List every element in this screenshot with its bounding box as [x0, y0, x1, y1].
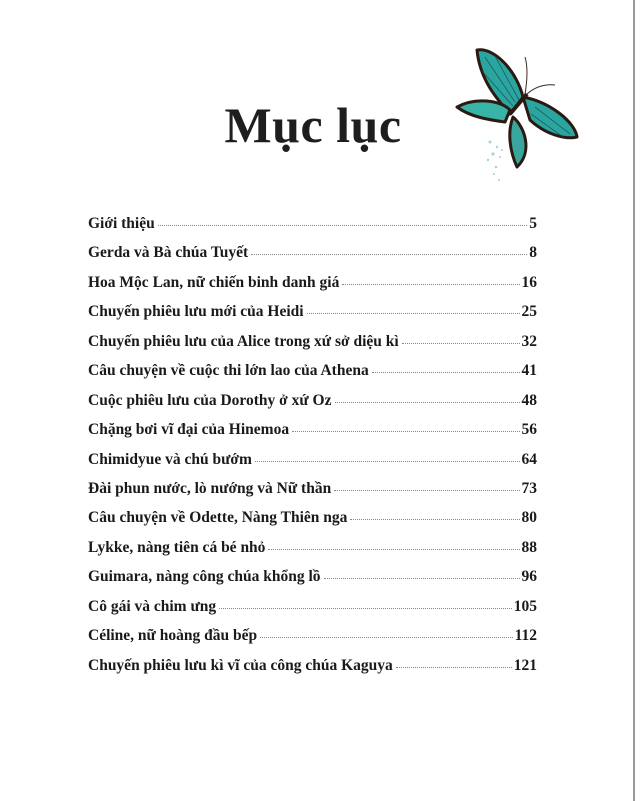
toc-entry[interactable]	[88, 421, 537, 450]
toc-entry[interactable]	[88, 274, 537, 303]
dot-leader	[268, 549, 519, 550]
toc-entry-title: Céline, nữ hoàng đầu bếp	[88, 627, 258, 645]
table-of-contents	[88, 215, 537, 686]
toc-entry-page: 105	[513, 597, 537, 615]
toc-entry-title: Hoa Mộc Lan, nữ chiến binh danh giá	[88, 273, 340, 291]
dot-leader	[255, 461, 520, 462]
toc-entry-title: Chặng bơi vĩ đại của Hinemoa	[88, 421, 290, 439]
toc-entry[interactable]	[88, 362, 537, 391]
toc-entry[interactable]	[88, 392, 537, 421]
toc-entry-page: 73	[521, 479, 537, 497]
dot-leader	[307, 313, 520, 314]
dot-leader	[251, 254, 527, 255]
toc-entry-title: Gerda và Bà chúa Tuyết	[88, 244, 249, 262]
toc-entry-title: Chuyến phiêu lưu của Alice trong xứ sở diệu kì	[88, 332, 399, 350]
dot-leader	[350, 519, 519, 520]
dot-leader	[219, 608, 512, 609]
toc-entry[interactable]	[88, 509, 537, 538]
toc-entry-page: 8	[529, 244, 537, 262]
toc-entry-title: Cuộc phiêu lưu của Dorothy ở xứ Oz	[88, 391, 332, 409]
toc-entry-page: 32	[521, 332, 537, 350]
toc-entry-title: Chuyến phiêu lưu mới của Heidi	[88, 303, 304, 321]
toc-entry[interactable]	[88, 333, 537, 362]
dot-leader	[260, 637, 513, 638]
toc-entry-page: 48	[521, 391, 537, 409]
toc-entry-page: 121	[513, 656, 537, 674]
dot-leader	[158, 225, 528, 226]
dot-leader	[324, 578, 520, 579]
toc-entry-title: Chimidyue và chú bướm	[88, 450, 252, 468]
toc-entry-page: 41	[521, 362, 537, 380]
dot-leader	[292, 431, 519, 432]
toc-entry-page: 25	[521, 303, 537, 321]
toc-entry[interactable]	[88, 568, 537, 597]
toc-entry[interactable]	[88, 303, 537, 332]
toc-entry[interactable]	[88, 451, 537, 480]
toc-entry-title: Giới thiệu	[88, 215, 155, 232]
toc-entry[interactable]	[88, 244, 537, 273]
dot-leader	[342, 284, 519, 285]
toc-entry-page: 5	[529, 215, 537, 232]
toc-entry-title: Câu chuyện về cuộc thi lớn lao của Athena	[88, 362, 369, 380]
dot-leader	[396, 667, 512, 668]
toc-entry-page: 80	[521, 509, 537, 527]
toc-entry-page: 112	[514, 627, 537, 645]
page-title: Mục lục	[224, 97, 402, 153]
dot-leader	[334, 490, 519, 491]
toc-entry-title: Lykke, nàng tiên cá bé nhỏ	[88, 538, 266, 556]
toc-entry-title: Chuyến phiêu lưu kì vĩ của công chúa Kaguya	[88, 656, 393, 674]
toc-entry-page: 88	[521, 538, 537, 556]
toc-entry-page: 96	[521, 568, 537, 586]
toc-entry[interactable]	[88, 215, 537, 244]
toc-entry[interactable]	[88, 539, 537, 568]
toc-entry-title: Câu chuyện về Odette, Nàng Thiên nga	[88, 509, 348, 527]
toc-entry[interactable]	[88, 657, 537, 686]
dot-leader	[372, 372, 520, 373]
toc-entry[interactable]	[88, 627, 537, 656]
toc-entry-page: 64	[521, 450, 537, 468]
toc-entry[interactable]	[88, 480, 537, 509]
page-edge	[633, 0, 635, 801]
toc-entry-title: Cô gái và chim ưng	[88, 597, 217, 615]
butterfly-illustration	[455, 42, 585, 187]
dot-leader	[402, 343, 520, 344]
toc-entry[interactable]	[88, 598, 537, 627]
toc-entry-title: Guimara, nàng công chúa khổng lồ	[88, 568, 321, 586]
toc-entry-page: 56	[521, 421, 537, 439]
toc-entry-page: 16	[521, 273, 537, 291]
dot-leader	[335, 402, 520, 403]
toc-entry-title: Đài phun nước, lò nướng và Nữ thần	[88, 479, 332, 497]
